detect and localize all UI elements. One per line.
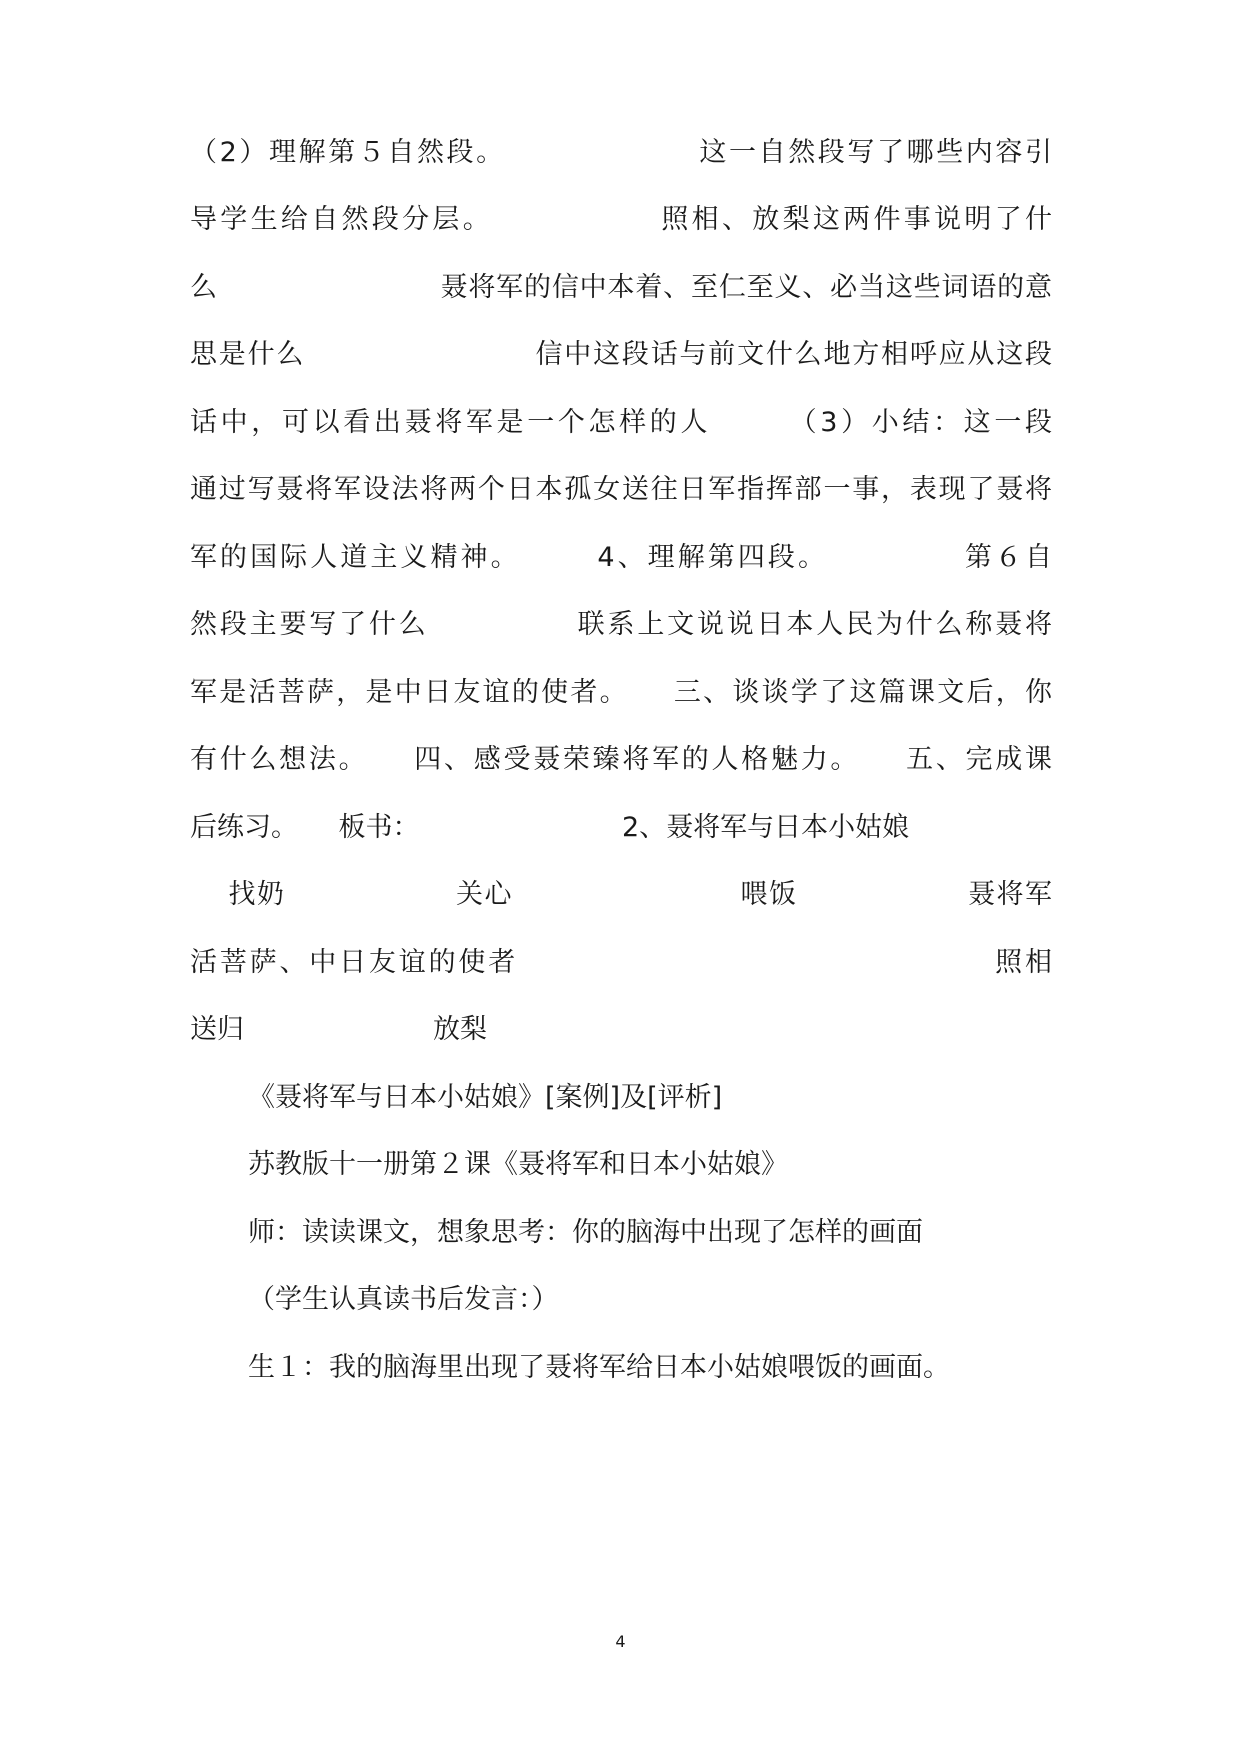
text-line: 么 聂将军的信中本着、至仁至义、必当这些词语的意 — [190, 272, 1052, 303]
text-line: 军的国际人道主义精神。 4、理解第四段。 第６自 — [190, 542, 1052, 573]
text-line: 生１：我的脑海里出现了聂将军给日本小姑娘喂饭的画面。 — [248, 1352, 950, 1383]
text-line: 思是什么 信中这段话与前文什么地方相呼应从这段 — [190, 339, 1052, 370]
text-line: 后练习。 板书： 2、聂将军与日本小姑娘 — [190, 812, 910, 843]
text-line: 苏教版十一册第２课《聂将军和日本小姑娘》 — [248, 1149, 788, 1180]
text-line: 找奶 关心 喂饭 聂将军 — [190, 879, 1052, 910]
text-line: 话中，可以看出聂将军是一个怎样的人 （3）小结：这一段 — [190, 407, 1052, 438]
page-number: 4 — [615, 1632, 626, 1651]
section-heading: 《聂将军与日本小姑娘》[案例]及[评析] — [248, 1082, 723, 1113]
text-line: （2）理解第５自然段。 这一自然段写了哪些内容引 — [190, 137, 1052, 168]
text-line: 通过写聂将军设法将两个日本孤女送往日军指挥部一事，表现了聂将 — [190, 474, 1052, 505]
text-line: （学生认真读书后发言：） — [248, 1284, 559, 1315]
text-line: 然段主要写了什么 联系上文说说日本人民为什么称聂将 — [190, 609, 1052, 640]
text-line: 导学生给自然段分层。 照相、放梨这两件事说明了什 — [190, 204, 1052, 235]
text-line: 送归 放梨 — [190, 1014, 487, 1045]
text-line: 活菩萨、中日友谊的使者 照相 — [190, 947, 1052, 978]
text-line: 师：读读课文，想象思考：你的脑海中出现了怎样的画面 — [248, 1217, 923, 1248]
text-line: 军是活菩萨，是中日友谊的使者。 三、谈谈学了这篇课文后，你 — [190, 677, 1052, 708]
text-line: 有什么想法。 四、感受聂荣臻将军的人格魅力。 五、完成课 — [190, 744, 1052, 775]
